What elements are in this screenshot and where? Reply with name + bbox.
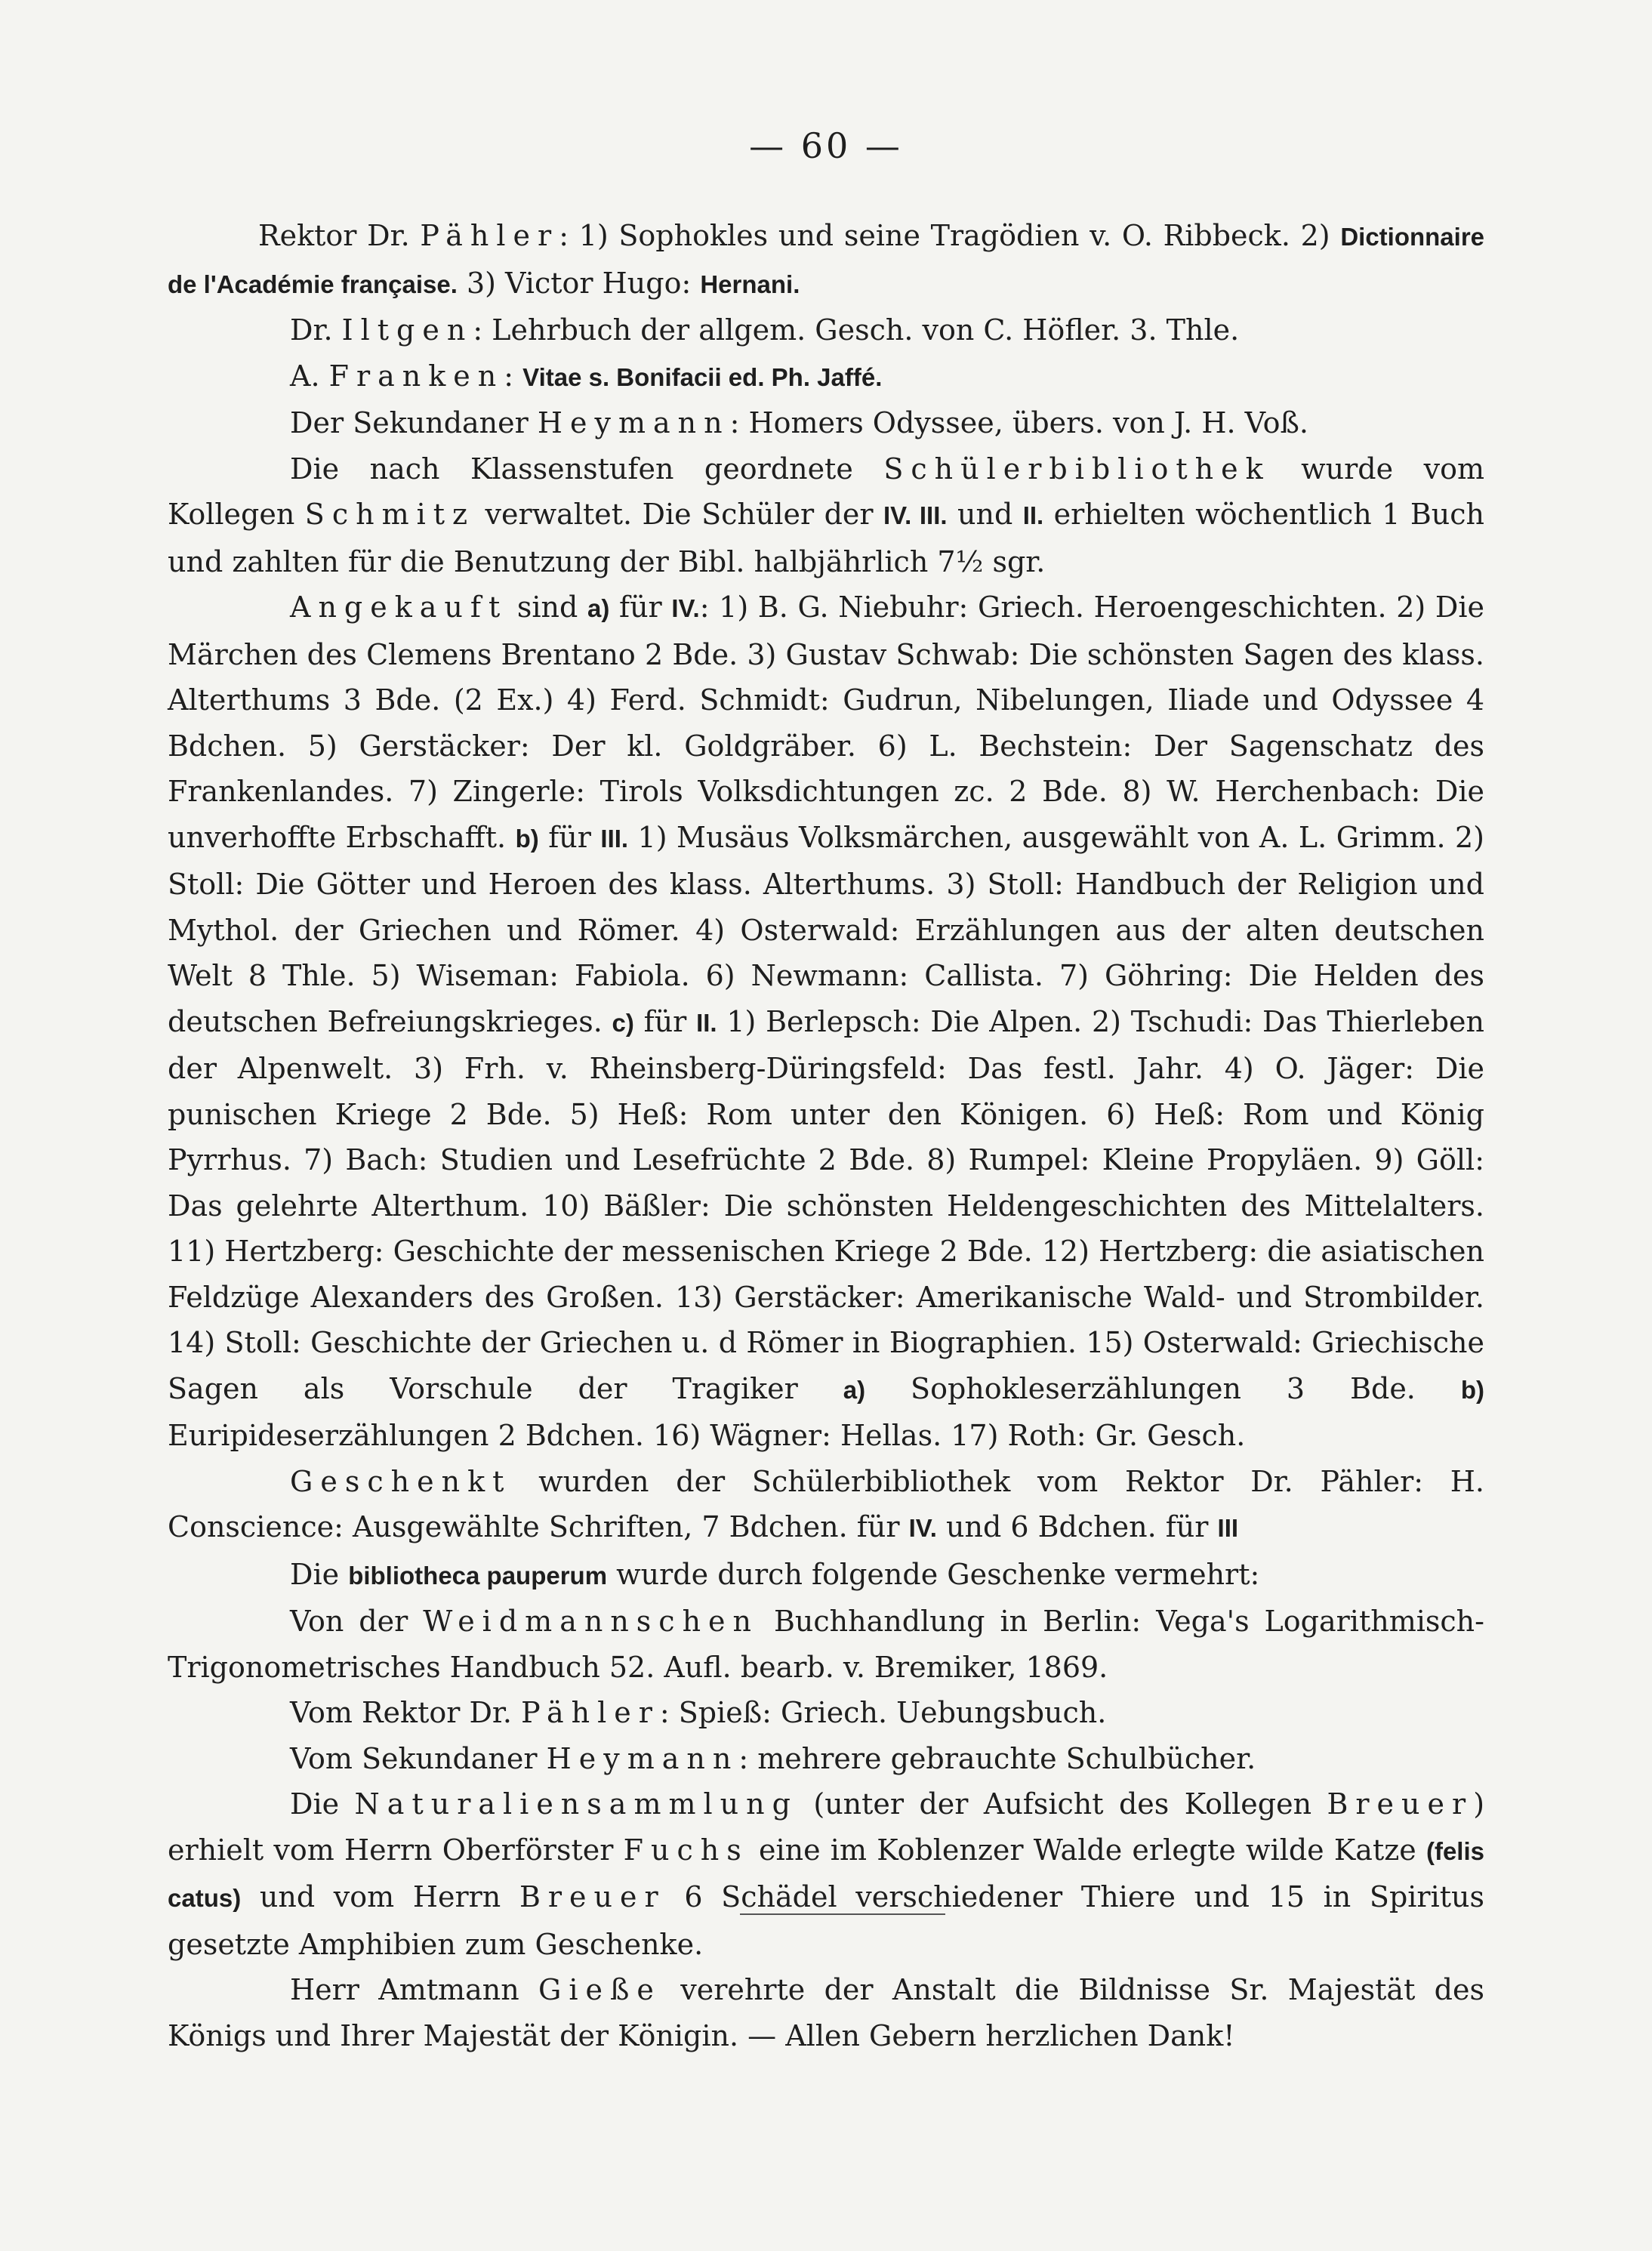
paragraph-paehler-donation: Vom Rektor Dr. Pähler: Spieß: Griech. Uebungsbuch. [290, 1696, 1107, 1729]
paragraph-angekauft: Angekauft sind a) für IV.: 1) B. G. Niebuhr: Griech. Heroengeschichten. 2) Die Märchen des Clemens Brentano 2 Bde. 3) Gustav Schwab: Die schönsten Sagen des klass. Alterthums 3 Bde. (2 Ex.) 4) Ferd. Schmidt: Gudrun, Nibelungen, Iliade und Odyssee 4 Bdchen. 5) Gerstäcker: Der kl. Goldgräber. 6) L. Bechstein: Der Sagenschatz des Frankenlandes. 7) Zingerle: Tirols Volksdichtungen zc. 2 Bde. 8) W. Herchenbach: Die unverhoffte Erbschafft. b) für III. 1) Musäus Volksmärchen, ausgewählt von A. L. Grimm. 2) Stoll: Die Götter und Heroen des klass. Alterthums. 3) Stoll: Handbuch der Religion und Mythol. der Griechen und Römer. 4) Osterwald: Erzählungen aus der alten deutschen Welt 8 Thle. 5) Wiseman: Fabiola. 6) Newmann: Callista. 7) Göhring: Die Helden des deutschen Befreiungskrieges. c) für II. 1) Berlepsch: Die Alpen. 2) Tschudi: Das Thierleben der Alpenwelt. 3) Frh. v. Rheinsberg-Düringsfeld: Das festl. Jahr. 4) O. Jäger: Die punischen Kriege 2 Bde. 5) Heß: Rom unter den Königen. 6) Heß: Rom und König Pyrrhus. 7) Bach: Studien und Lesefrüchte 2 Bde. 8) Rumpel: Kleine Propyläen. 9) Göll: Das gelehrte Alterthum. 10) Bäßler: Die schönsten Heldengeschichten des Mittelalters. 11) Hertzberg: Geschichte der messenischen Kriege 2 Bde. 12) Hertzberg: die asiatischen Feldzüge Alexanders des Großen. 13) Gerstäcker: Amerikanische Wald- und Strombilder. 14) Stoll: Geschichte der Griechen u. d Römer in Biographien. 15) Osterwald: Griechische Sagen als Vorschule der Tragiker a) Sophokleserzählungen 3 Bde. b) Euripideserzählungen 2 Bdchen. 16) Wägner: Hellas. 17) Roth: Gr. Gesch. [168, 591, 1484, 1452]
paragraph-heymann-schoolbooks: Vom Sekundaner Heymann: mehrere gebrauchte Schulbücher. [290, 1741, 1256, 1775]
paragraph-naturaliensammlung: Die Naturaliensammlung (unter der Aufsicht des Kollegen Breuer) erhielt vom Herrn Oberförster Fuchs eine im Koblenzer Walde erlegte wilde Katze (felis catus) und vom Herrn Breuer 6 Schädel verschiedener Thiere und 15 in Spiritus gesetzte Amphibien zum Geschenke. [168, 1787, 1485, 1961]
paragraph-schuelerbibliothek: Die nach Klassenstufen geordnete Schülerbibliothek wurde vom Kollegen Schmitz verwaltet. Die Schüler der IV. III. und II. erhielten wöchentlich 1 Buch und zahlten für die Benutzung der Bibl. halbjährlich 7½ sgr. [168, 452, 1484, 578]
paragraph-bibliotheca-pauperum: Die bibliotheca pauperum wurde durch folgende Geschenke vermehrt: [290, 1557, 1260, 1591]
paragraph-weidmann-donation: Von der Weidmannschen Buchhandlung in Berlin: Vega's Logarithmisch-Trigonometrisches Handbuch 52. Aufl. bearb. v. Bremiker, 1869. [168, 1605, 1484, 1684]
paragraph-franken-donation: A. Franken: Vitae s. Bonifacii ed. Ph. Jaffé. [290, 359, 883, 393]
closing-rule [740, 1913, 945, 1915]
paragraph-amtmann-giesse: Herr Amtmann Gieße verehrte der Anstalt die Bildnisse Sr. Majestät des Königs und Ihrer Majestät der Königin. — Allen Gebern herzlichen Dank! [168, 1973, 1484, 2052]
paragraph-iltgen-donation: Dr. Iltgen: Lehrbuch der allgem. Gesch. von C. Höfler. 3. Thle. [290, 313, 1240, 347]
page-body [168, 213, 1484, 2058]
paragraph-heymann-donation: Der Sekundaner Heymann: Homers Odyssee, übers. von J. H. Voß. [290, 406, 1308, 439]
page-number: — 60 — [749, 125, 903, 166]
paragraph-geschenkt: Geschenkt wurden der Schülerbibliothek vom Rektor Dr. Pähler: H. Conscience: Ausgewählte Schriften, 7 Bdchen. für IV. und 6 Bdchen. für III [168, 1464, 1484, 1543]
paragraph-rektor-donation: Rektor Dr. Pähler: 1) Sophokles und seine Tragödien v. O. Ribbeck. 2) Dictionnaire de l'Académie française. 3) Victor Hugo: Hernani. [168, 219, 1485, 300]
